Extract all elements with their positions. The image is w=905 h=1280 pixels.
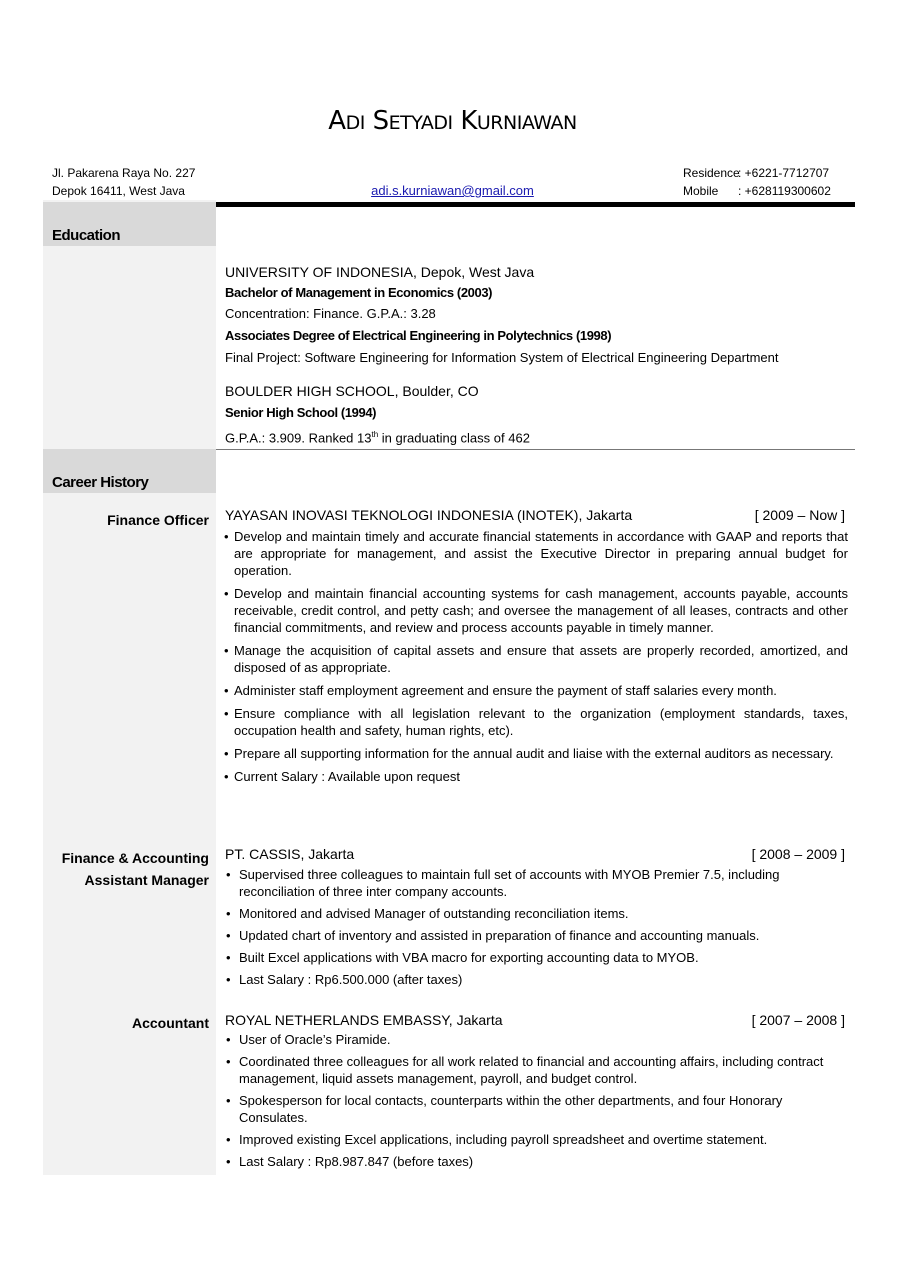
address-line-2: Depok 16411, West Java: [52, 184, 185, 198]
residence-label: Residence: [683, 166, 740, 180]
email-link[interactable]: adi.s.kurniawan@gmail.com: [371, 183, 534, 198]
header-divider: [216, 202, 855, 207]
list-item: • Coordinated three colleagues for all work related to financial and accounting affairs, including contract management, liquid assets management, payroll, and budget control.: [225, 1053, 825, 1087]
education-heading: Education: [52, 227, 121, 244]
list-item: • Ensure compliance with all legislation relevant to the organization (employment standards, taxes, occupation health and safety, human rights, etc).: [225, 705, 848, 739]
career-heading-box: [43, 449, 216, 493]
job-bullets-3: [225, 1031, 825, 1175]
degree-1-detail: Concentration: Finance. G.P.A.: 3.28: [225, 306, 436, 321]
high-school-degree: Senior High School (1994): [225, 405, 377, 420]
job-org-2: PT. CASSIS, Jakarta: [225, 846, 355, 862]
residence-phone: : +6221-7712707: [738, 166, 830, 180]
university-name: UNIVERSITY OF INDONESIA, Depok, West Java: [225, 264, 535, 280]
list-item: • Spokesperson for local contacts, counterparts within the other departments, and four Honorary Consulates.: [225, 1092, 825, 1126]
job-org-1: YAYASAN INOVASI TEKNOLOGI INDONESIA (INOTEK), Jakarta: [225, 507, 633, 523]
career-heading: Career History: [52, 474, 149, 491]
education-heading-box: [43, 202, 216, 246]
list-item: • Current Salary : Available upon request: [225, 768, 848, 785]
job-dates-3: [ 2007 – 2008 ]: [751, 1012, 845, 1028]
list-item: • Prepare all supporting information for the annual audit and liaise with the external auditors as necessary.: [225, 745, 848, 762]
list-item: • Updated chart of inventory and assisted in preparation of finance and accounting manuals.: [225, 927, 825, 944]
high-school-detail: G.P.A.: 3.909. Ranked 13th in graduating class of 462: [225, 430, 530, 446]
high-school-name: BOULDER HIGH SCHOOL, Boulder, CO: [225, 383, 479, 399]
resume-name: ADI SETYADI KURNIAWAN: [328, 106, 577, 136]
education-divider: [216, 449, 855, 450]
list-item: • Manage the acquisition of capital assets and ensure that assets are properly recorded, amortized, and disposed of as appropriate.: [225, 642, 848, 676]
degree-1: Bachelor of Management in Economics (2003): [225, 285, 493, 300]
job-role-1: Finance Officer: [107, 512, 209, 528]
job-role-3: Accountant: [132, 1015, 209, 1031]
mobile-label: Mobile: [683, 184, 719, 198]
job-org-3: ROYAL NETHERLANDS EMBASSY, Jakarta: [225, 1012, 503, 1028]
mobile-phone: : +628119300602: [738, 184, 831, 198]
list-item: • Improved existing Excel applications, including payroll spreadsheet and overtime statement.: [225, 1131, 825, 1148]
degree-2: Associates Degree of Electrical Engineering in Polytechnics (1998): [225, 328, 612, 343]
list-item: • Built Excel applications with VBA macro for exporting accounting data to MYOB.: [225, 949, 825, 966]
list-item: • Develop and maintain timely and accurate financial statements in accordance with GAAP and reports that are appropriate for management, and assist the Executive Director in preparing annual budget for operation.: [225, 528, 848, 579]
list-item: • Last Salary : Rp6.500.000 (after taxes): [225, 971, 825, 988]
list-item: • Supervised three colleagues to maintain full set of accounts with MYOB Premier 7.5, including reconciliation of three inter company accounts.: [225, 866, 825, 900]
list-item: • User of Oracle’s Piramide.: [225, 1031, 825, 1048]
phone-block: [683, 164, 831, 200]
job-role-2: Finance & Accounting Assistant Manager: [61, 850, 209, 888]
list-item: • Administer staff employment agreement and ensure the payment of staff salaries every month.: [225, 682, 848, 699]
address-line-1: Jl. Pakarena Raya No. 227: [52, 166, 196, 180]
job-bullets-1: [225, 528, 848, 791]
list-item: • Last Salary : Rp8.987.847 (before taxes): [225, 1153, 825, 1170]
list-item: • Monitored and advised Manager of outstanding reconciliation items.: [225, 905, 825, 922]
job-dates-2: [ 2008 – 2009 ]: [751, 846, 845, 862]
degree-2-detail: Final Project: Software Engineering for Information System of Electrical Engineering Department: [225, 350, 779, 365]
job-dates-1: [ 2009 – Now ]: [754, 507, 845, 523]
job-bullets-2: [225, 866, 825, 993]
list-item: • Develop and maintain financial accounting systems for cash management, accounts payable, accounts receivable, credit control, and petty cash; and oversee the management of all leases, contracts and other financial commitments, and review and process accounts payable in timely manner.: [225, 585, 848, 636]
